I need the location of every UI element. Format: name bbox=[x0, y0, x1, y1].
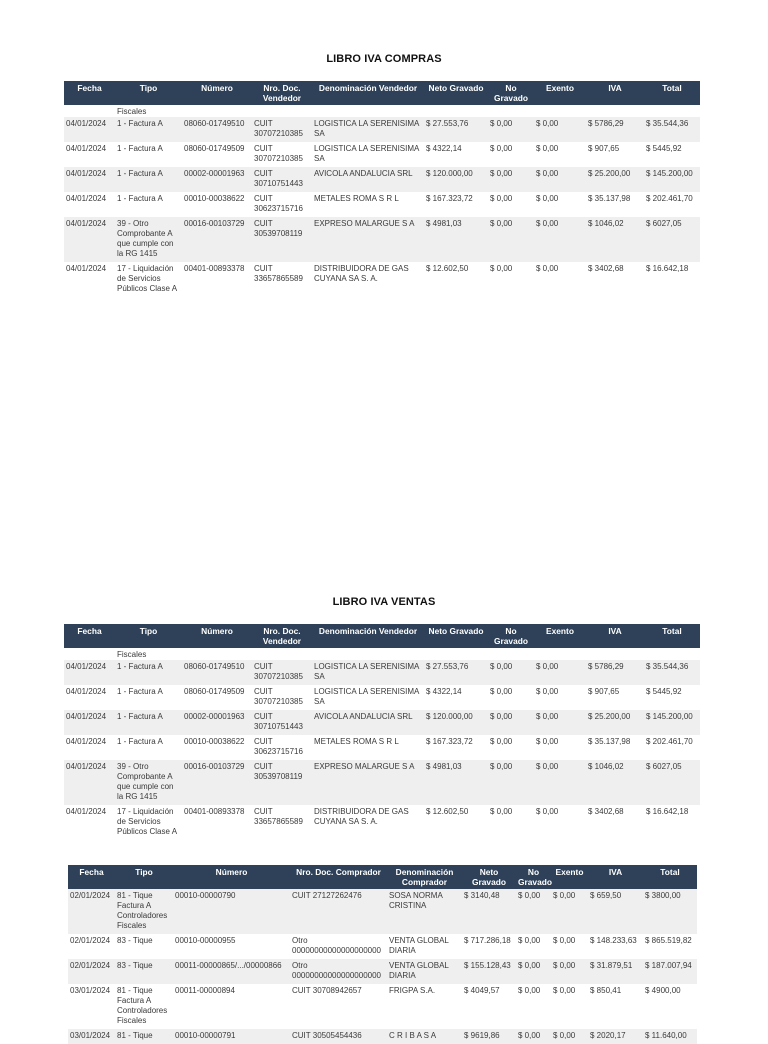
cell-numero: 08060-01749509 bbox=[184, 687, 245, 697]
cell-exento: $ 0,00 bbox=[534, 660, 586, 685]
cell-denominacion: LOGISTICA LA SERENISIMA SA bbox=[312, 117, 424, 142]
cell-no-gravado: $ 0,00 bbox=[490, 687, 513, 697]
cell-tipo: 83 - Tique bbox=[115, 959, 173, 984]
cell-denominacion: METALES ROMA S R L bbox=[314, 194, 399, 204]
header-total: Total bbox=[644, 81, 700, 105]
header-nro-doc: Nro. Doc. Vendedor bbox=[252, 624, 312, 648]
table-row bbox=[64, 660, 700, 685]
header-nro-doc: Nro. Doc. Comprador bbox=[290, 865, 387, 889]
cell-nro-doc: Otro 00000000000000000000 bbox=[290, 959, 387, 984]
cell-iva: $ 2020,17 bbox=[588, 1029, 643, 1044]
cell-no-gravado: $ 0,00 bbox=[488, 117, 534, 142]
header-no-gravado: No Gravado bbox=[488, 81, 534, 105]
header-tipo: Tipo bbox=[115, 624, 182, 648]
compras-header-row bbox=[64, 81, 700, 105]
cell-denominacion: AVICOLA ANDALUCIA SRL bbox=[312, 167, 424, 192]
cell-iva: $ 3402,68 bbox=[588, 264, 624, 274]
cell-exento: $ 0,00 bbox=[553, 936, 576, 946]
cell-tipo: 1 - Factura A bbox=[115, 167, 182, 192]
cell-exento: $ 0,00 bbox=[534, 760, 586, 805]
table-row bbox=[64, 117, 700, 142]
cell-nro-doc: Otro 00000000000000000000 bbox=[292, 936, 381, 956]
cell-no-gravado: $ 0,00 bbox=[516, 889, 551, 934]
cell-total: $ 145.200,00 bbox=[644, 167, 700, 192]
cell-denominacion: LOGISTICA LA SERENISIMA SA bbox=[312, 660, 424, 685]
cell-exento: $ 0,00 bbox=[534, 217, 586, 262]
cell-nro-doc: CUIT 30539708119 bbox=[252, 217, 312, 262]
cell-iva: $ 25.200,00 bbox=[586, 167, 644, 192]
cell-neto-gravado: $ 4981,03 bbox=[424, 760, 488, 805]
cell-numero: 00002-00001963 bbox=[182, 710, 252, 735]
continuation-text: Fiscales bbox=[117, 650, 147, 660]
cell-numero: 00011-00000865/.../00000866 bbox=[173, 959, 290, 984]
cell-numero: 08060-01749510 bbox=[182, 660, 252, 685]
cell-denominacion: DISTRIBUIDORA DE GAS CUYANA SA S. A. bbox=[314, 807, 409, 827]
header-exento: Exento bbox=[551, 865, 588, 889]
cell-no-gravado: $ 0,00 bbox=[490, 807, 513, 817]
header-total: Total bbox=[644, 624, 700, 648]
cell-no-gravado: $ 0,00 bbox=[516, 1029, 551, 1044]
ventas-header-row bbox=[64, 624, 700, 648]
cell-denominacion: METALES ROMA S R L bbox=[314, 737, 399, 747]
cell-tipo: 39 - Otro Comprobante A que cumple con la RG 1415 bbox=[115, 217, 182, 262]
cell-iva: $ 659,50 bbox=[588, 889, 643, 934]
header-iva: IVA bbox=[586, 624, 644, 648]
cell-numero: 00010-00038622 bbox=[184, 194, 245, 204]
cell-tipo: 81 - Tique Factura A Controladores Fiscales bbox=[115, 889, 173, 934]
cell-tipo: 17 - Liquidación de Servicios Públicos Clase A bbox=[117, 807, 178, 837]
ventas-detalle-header-row bbox=[68, 865, 697, 889]
cell-tipo: 1 - Factura A bbox=[117, 144, 163, 154]
cell-tipo: 83 - Tique bbox=[117, 936, 153, 946]
table-row bbox=[68, 1029, 697, 1044]
cell-total: $ 35.544,36 bbox=[644, 660, 700, 685]
cell-denominacion: C R I B A S A bbox=[387, 1029, 462, 1044]
cell-tipo: 1 - Factura A bbox=[115, 660, 182, 685]
cell-total: $ 16.642,18 bbox=[646, 807, 689, 817]
cell-denominacion: LOGISTICA LA SERENISIMA SA bbox=[314, 144, 419, 164]
cell-fecha: 04/01/2024 bbox=[66, 807, 107, 817]
cell-denominacion: LOGISTICA LA SERENISIMA SA bbox=[314, 687, 419, 707]
cell-neto-gravado: $ 3140,48 bbox=[462, 889, 516, 934]
cell-exento: $ 0,00 bbox=[536, 737, 559, 747]
cell-no-gravado: $ 0,00 bbox=[490, 264, 513, 274]
table-row bbox=[64, 217, 700, 262]
cell-iva: $ 35.137,98 bbox=[588, 194, 631, 204]
cell-fecha: 02/01/2024 bbox=[68, 959, 115, 984]
cell-denominacion: AVICOLA ANDALUCIA SRL bbox=[312, 710, 424, 735]
table-row bbox=[64, 192, 700, 217]
cell-iva: $ 148.233,63 bbox=[590, 936, 637, 946]
cell-numero: 00010-00000790 bbox=[173, 889, 290, 934]
cell-total: $ 202.461,70 bbox=[646, 194, 693, 204]
cell-fecha: 04/01/2024 bbox=[64, 117, 115, 142]
cell-tipo: 1 - Factura A bbox=[117, 194, 163, 204]
cell-exento: $ 0,00 bbox=[536, 264, 559, 274]
table-row bbox=[68, 959, 697, 984]
cell-numero: 00010-00038622 bbox=[184, 737, 245, 747]
cell-neto-gravado: $ 4322,14 bbox=[426, 687, 462, 697]
cell-tipo: 81 - Tique bbox=[115, 1029, 173, 1044]
header-denominacion: Denominación Comprador bbox=[387, 865, 462, 889]
cell-numero: 00010-00000955 bbox=[175, 936, 236, 946]
cell-exento: $ 0,00 bbox=[536, 807, 559, 817]
cell-total: $ 865.519,82 bbox=[645, 936, 692, 946]
cell-exento: $ 0,00 bbox=[534, 710, 586, 735]
ventas-table bbox=[64, 624, 700, 840]
header-exento: Exento bbox=[534, 81, 586, 105]
cell-numero: 08060-01749510 bbox=[182, 117, 252, 142]
cell-exento: $ 0,00 bbox=[553, 986, 576, 996]
cell-iva: $ 25.200,00 bbox=[586, 710, 644, 735]
cell-nro-doc: CUIT 30505454436 bbox=[290, 1029, 387, 1044]
cell-no-gravado: $ 0,00 bbox=[488, 217, 534, 262]
cell-denominacion: SOSA NORMA CRISTINA bbox=[387, 889, 462, 934]
cell-total: $ 6027,05 bbox=[644, 760, 700, 805]
cell-nro-doc: CUIT 30539708119 bbox=[252, 760, 312, 805]
header-iva: IVA bbox=[586, 81, 644, 105]
header-denominacion: Denominación Vendedor bbox=[312, 81, 424, 105]
cell-iva: $ 907,65 bbox=[588, 144, 620, 154]
cell-denominacion: DISTRIBUIDORA DE GAS CUYANA SA S. A. bbox=[314, 264, 409, 284]
cell-exento: $ 0,00 bbox=[536, 144, 559, 154]
cell-numero: 00002-00001963 bbox=[182, 167, 252, 192]
table-row bbox=[64, 735, 700, 760]
cell-iva: $ 5786,29 bbox=[586, 660, 644, 685]
cell-exento: $ 0,00 bbox=[551, 1029, 588, 1044]
cell-neto-gravado: $ 167.323,72 bbox=[426, 194, 473, 204]
cell-fecha: 04/01/2024 bbox=[66, 687, 107, 697]
cell-no-gravado: $ 0,00 bbox=[490, 737, 513, 747]
cell-fecha: 03/01/2024 bbox=[68, 1029, 115, 1044]
cell-no-gravado: $ 0,00 bbox=[488, 710, 534, 735]
cell-nro-doc: CUIT 30710751443 bbox=[252, 167, 312, 192]
table-row bbox=[64, 167, 700, 192]
cell-nro-doc: CUIT 30707210385 bbox=[254, 687, 303, 707]
cell-no-gravado: $ 0,00 bbox=[488, 760, 534, 805]
cell-numero: 00401-00893378 bbox=[184, 807, 245, 817]
cell-iva: $ 1046,02 bbox=[586, 217, 644, 262]
cell-fecha: 02/01/2024 bbox=[68, 889, 115, 934]
header-neto-gravado: Neto Gravado bbox=[424, 624, 488, 648]
cell-fecha: 04/01/2024 bbox=[64, 660, 115, 685]
cell-neto-gravado: $ 155.128,43 bbox=[462, 959, 516, 984]
cell-exento: $ 0,00 bbox=[551, 959, 588, 984]
table-row bbox=[68, 984, 697, 1029]
header-numero: Número bbox=[182, 81, 252, 105]
cell-iva: $ 31.879,51 bbox=[588, 959, 643, 984]
cell-tipo: 1 - Factura A bbox=[117, 687, 163, 697]
cell-total: $ 11.640,00 bbox=[643, 1029, 697, 1044]
header-fecha: Fecha bbox=[64, 624, 115, 648]
cell-tipo: 17 - Liquidación de Servicios Públicos Clase A bbox=[117, 264, 178, 294]
cell-denominacion: FRIGPA S.A. bbox=[389, 986, 436, 996]
cell-fecha: 04/01/2024 bbox=[66, 737, 107, 747]
cell-exento: $ 0,00 bbox=[534, 117, 586, 142]
cell-no-gravado: $ 0,00 bbox=[490, 194, 513, 204]
cell-total: $ 5445,92 bbox=[646, 687, 682, 697]
continuation-text: Fiscales bbox=[117, 107, 147, 117]
cell-total: $ 3800,00 bbox=[643, 889, 697, 934]
cell-tipo: 39 - Otro Comprobante A que cumple con la RG 1415 bbox=[115, 760, 182, 805]
cell-neto-gravado: $ 4049,57 bbox=[464, 986, 500, 996]
cell-neto-gravado: $ 120.000,00 bbox=[424, 710, 488, 735]
cell-nro-doc: CUIT 27127262476 bbox=[290, 889, 387, 934]
header-nro-doc: Nro. Doc. Vendedor bbox=[252, 81, 312, 105]
cell-neto-gravado: $ 12.602,50 bbox=[426, 264, 469, 274]
cell-tipo: 81 - Tique Factura A Controladores Fiscales bbox=[117, 986, 168, 1026]
cell-neto-gravado: $ 27.553,76 bbox=[424, 117, 488, 142]
cell-neto-gravado: $ 120.000,00 bbox=[424, 167, 488, 192]
cell-total: $ 5445,92 bbox=[646, 144, 682, 154]
cell-no-gravado: $ 0,00 bbox=[516, 959, 551, 984]
header-exento: Exento bbox=[534, 624, 586, 648]
header-fecha: Fecha bbox=[68, 865, 115, 889]
continuation-row bbox=[64, 105, 700, 117]
cell-fecha: 04/01/2024 bbox=[64, 760, 115, 805]
ventas-title: LIBRO IVA VENTAS bbox=[332, 596, 436, 608]
cell-nro-doc: CUIT 30710751443 bbox=[252, 710, 312, 735]
table-row bbox=[64, 710, 700, 735]
table-row bbox=[64, 262, 700, 297]
cell-iva: $ 907,65 bbox=[588, 687, 620, 697]
header-iva: IVA bbox=[588, 865, 643, 889]
cell-no-gravado: $ 0,00 bbox=[488, 167, 534, 192]
cell-neto-gravado: $ 27.553,76 bbox=[424, 660, 488, 685]
cell-exento: $ 0,00 bbox=[551, 889, 588, 934]
cell-no-gravado: $ 0,00 bbox=[490, 144, 513, 154]
cell-nro-doc: CUIT 30708942657 bbox=[292, 986, 362, 996]
cell-tipo: 1 - Factura A bbox=[117, 737, 163, 747]
header-no-gravado: No Gravado bbox=[516, 865, 551, 889]
header-denominacion: Denominación Vendedor bbox=[312, 624, 424, 648]
cell-neto-gravado: $ 9619,86 bbox=[462, 1029, 516, 1044]
table-row bbox=[64, 760, 700, 805]
cell-total: $ 187.007,94 bbox=[643, 959, 697, 984]
cell-iva: $ 1046,02 bbox=[586, 760, 644, 805]
cell-no-gravado: $ 0,00 bbox=[518, 936, 541, 946]
header-total: Total bbox=[643, 865, 697, 889]
header-neto-gravado: Neto Gravado bbox=[424, 81, 488, 105]
cell-iva: $ 35.137,98 bbox=[588, 737, 631, 747]
cell-numero: 00010-00000791 bbox=[173, 1029, 290, 1044]
cell-iva: $ 3402,68 bbox=[588, 807, 624, 817]
cell-total: $ 35.544,36 bbox=[644, 117, 700, 142]
header-tipo: Tipo bbox=[115, 865, 173, 889]
cell-fecha: 04/01/2024 bbox=[64, 710, 115, 735]
header-fecha: Fecha bbox=[64, 81, 115, 105]
cell-nro-doc: CUIT 30707210385 bbox=[254, 144, 303, 164]
cell-total: $ 4900,00 bbox=[645, 986, 681, 996]
header-tipo: Tipo bbox=[115, 81, 182, 105]
header-numero: Número bbox=[173, 865, 290, 889]
cell-exento: $ 0,00 bbox=[534, 167, 586, 192]
table-row bbox=[68, 934, 697, 959]
cell-numero: 00011-00000894 bbox=[175, 986, 235, 996]
cell-tipo: 1 - Factura A bbox=[115, 710, 182, 735]
cell-neto-gravado: $ 4322,14 bbox=[426, 144, 462, 154]
cell-nro-doc: CUIT 33657865589 bbox=[254, 264, 303, 284]
cell-fecha: 04/01/2024 bbox=[64, 217, 115, 262]
header-no-gravado: No Gravado bbox=[488, 624, 534, 648]
cell-numero: 00016-00103729 bbox=[182, 217, 252, 262]
cell-nro-doc: CUIT 30623715716 bbox=[254, 194, 303, 214]
cell-iva: $ 5786,29 bbox=[586, 117, 644, 142]
cell-no-gravado: $ 0,00 bbox=[488, 660, 534, 685]
cell-fecha: 03/01/2024 bbox=[70, 986, 111, 996]
cell-denominacion: EXPRESO MALARGUE S A bbox=[312, 217, 424, 262]
cell-fecha: 04/01/2024 bbox=[64, 167, 115, 192]
cell-denominacion: EXPRESO MALARGUE S A bbox=[312, 760, 424, 805]
cell-nro-doc: CUIT 33657865589 bbox=[254, 807, 303, 827]
header-neto-gravado: Neto Gravado bbox=[462, 865, 516, 889]
cell-total: $ 16.642,18 bbox=[646, 264, 689, 274]
cell-nro-doc: CUIT 30707210385 bbox=[252, 660, 312, 685]
cell-numero: 00401-00893378 bbox=[184, 264, 245, 274]
cell-neto-gravado: $ 167.323,72 bbox=[426, 737, 473, 747]
cell-tipo: 1 - Factura A bbox=[115, 117, 182, 142]
cell-fecha: 04/01/2024 bbox=[66, 194, 107, 204]
cell-total: $ 202.461,70 bbox=[646, 737, 693, 747]
table-row bbox=[64, 685, 700, 710]
cell-fecha: 04/01/2024 bbox=[66, 264, 107, 274]
cell-exento: $ 0,00 bbox=[536, 687, 559, 697]
table-row bbox=[64, 142, 700, 167]
table-row bbox=[68, 889, 697, 934]
table-row bbox=[64, 805, 700, 840]
ventas-detalle-table bbox=[68, 865, 697, 1044]
header-numero: Número bbox=[182, 624, 252, 648]
continuation-row bbox=[64, 648, 700, 660]
cell-denominacion: VENTA GLOBAL DIARIA bbox=[389, 936, 449, 956]
cell-exento: $ 0,00 bbox=[536, 194, 559, 204]
cell-no-gravado: $ 0,00 bbox=[518, 986, 541, 996]
compras-table bbox=[64, 81, 700, 297]
compras-title: LIBRO IVA COMPRAS bbox=[326, 53, 442, 65]
cell-total: $ 6027,05 bbox=[644, 217, 700, 262]
cell-iva: $ 850,41 bbox=[590, 986, 622, 996]
cell-fecha: 02/01/2024 bbox=[70, 936, 111, 946]
cell-neto-gravado: $ 4981,03 bbox=[424, 217, 488, 262]
cell-numero: 00016-00103729 bbox=[182, 760, 252, 805]
cell-total: $ 145.200,00 bbox=[644, 710, 700, 735]
cell-numero: 08060-01749509 bbox=[184, 144, 245, 154]
cell-denominacion: VENTA GLOBAL DIARIA bbox=[387, 959, 462, 984]
cell-neto-gravado: $ 717.286,18 bbox=[464, 936, 511, 946]
cell-nro-doc: CUIT 30623715716 bbox=[254, 737, 303, 757]
cell-neto-gravado: $ 12.602,50 bbox=[426, 807, 469, 817]
cell-fecha: 04/01/2024 bbox=[66, 144, 107, 154]
cell-nro-doc: CUIT 30707210385 bbox=[252, 117, 312, 142]
